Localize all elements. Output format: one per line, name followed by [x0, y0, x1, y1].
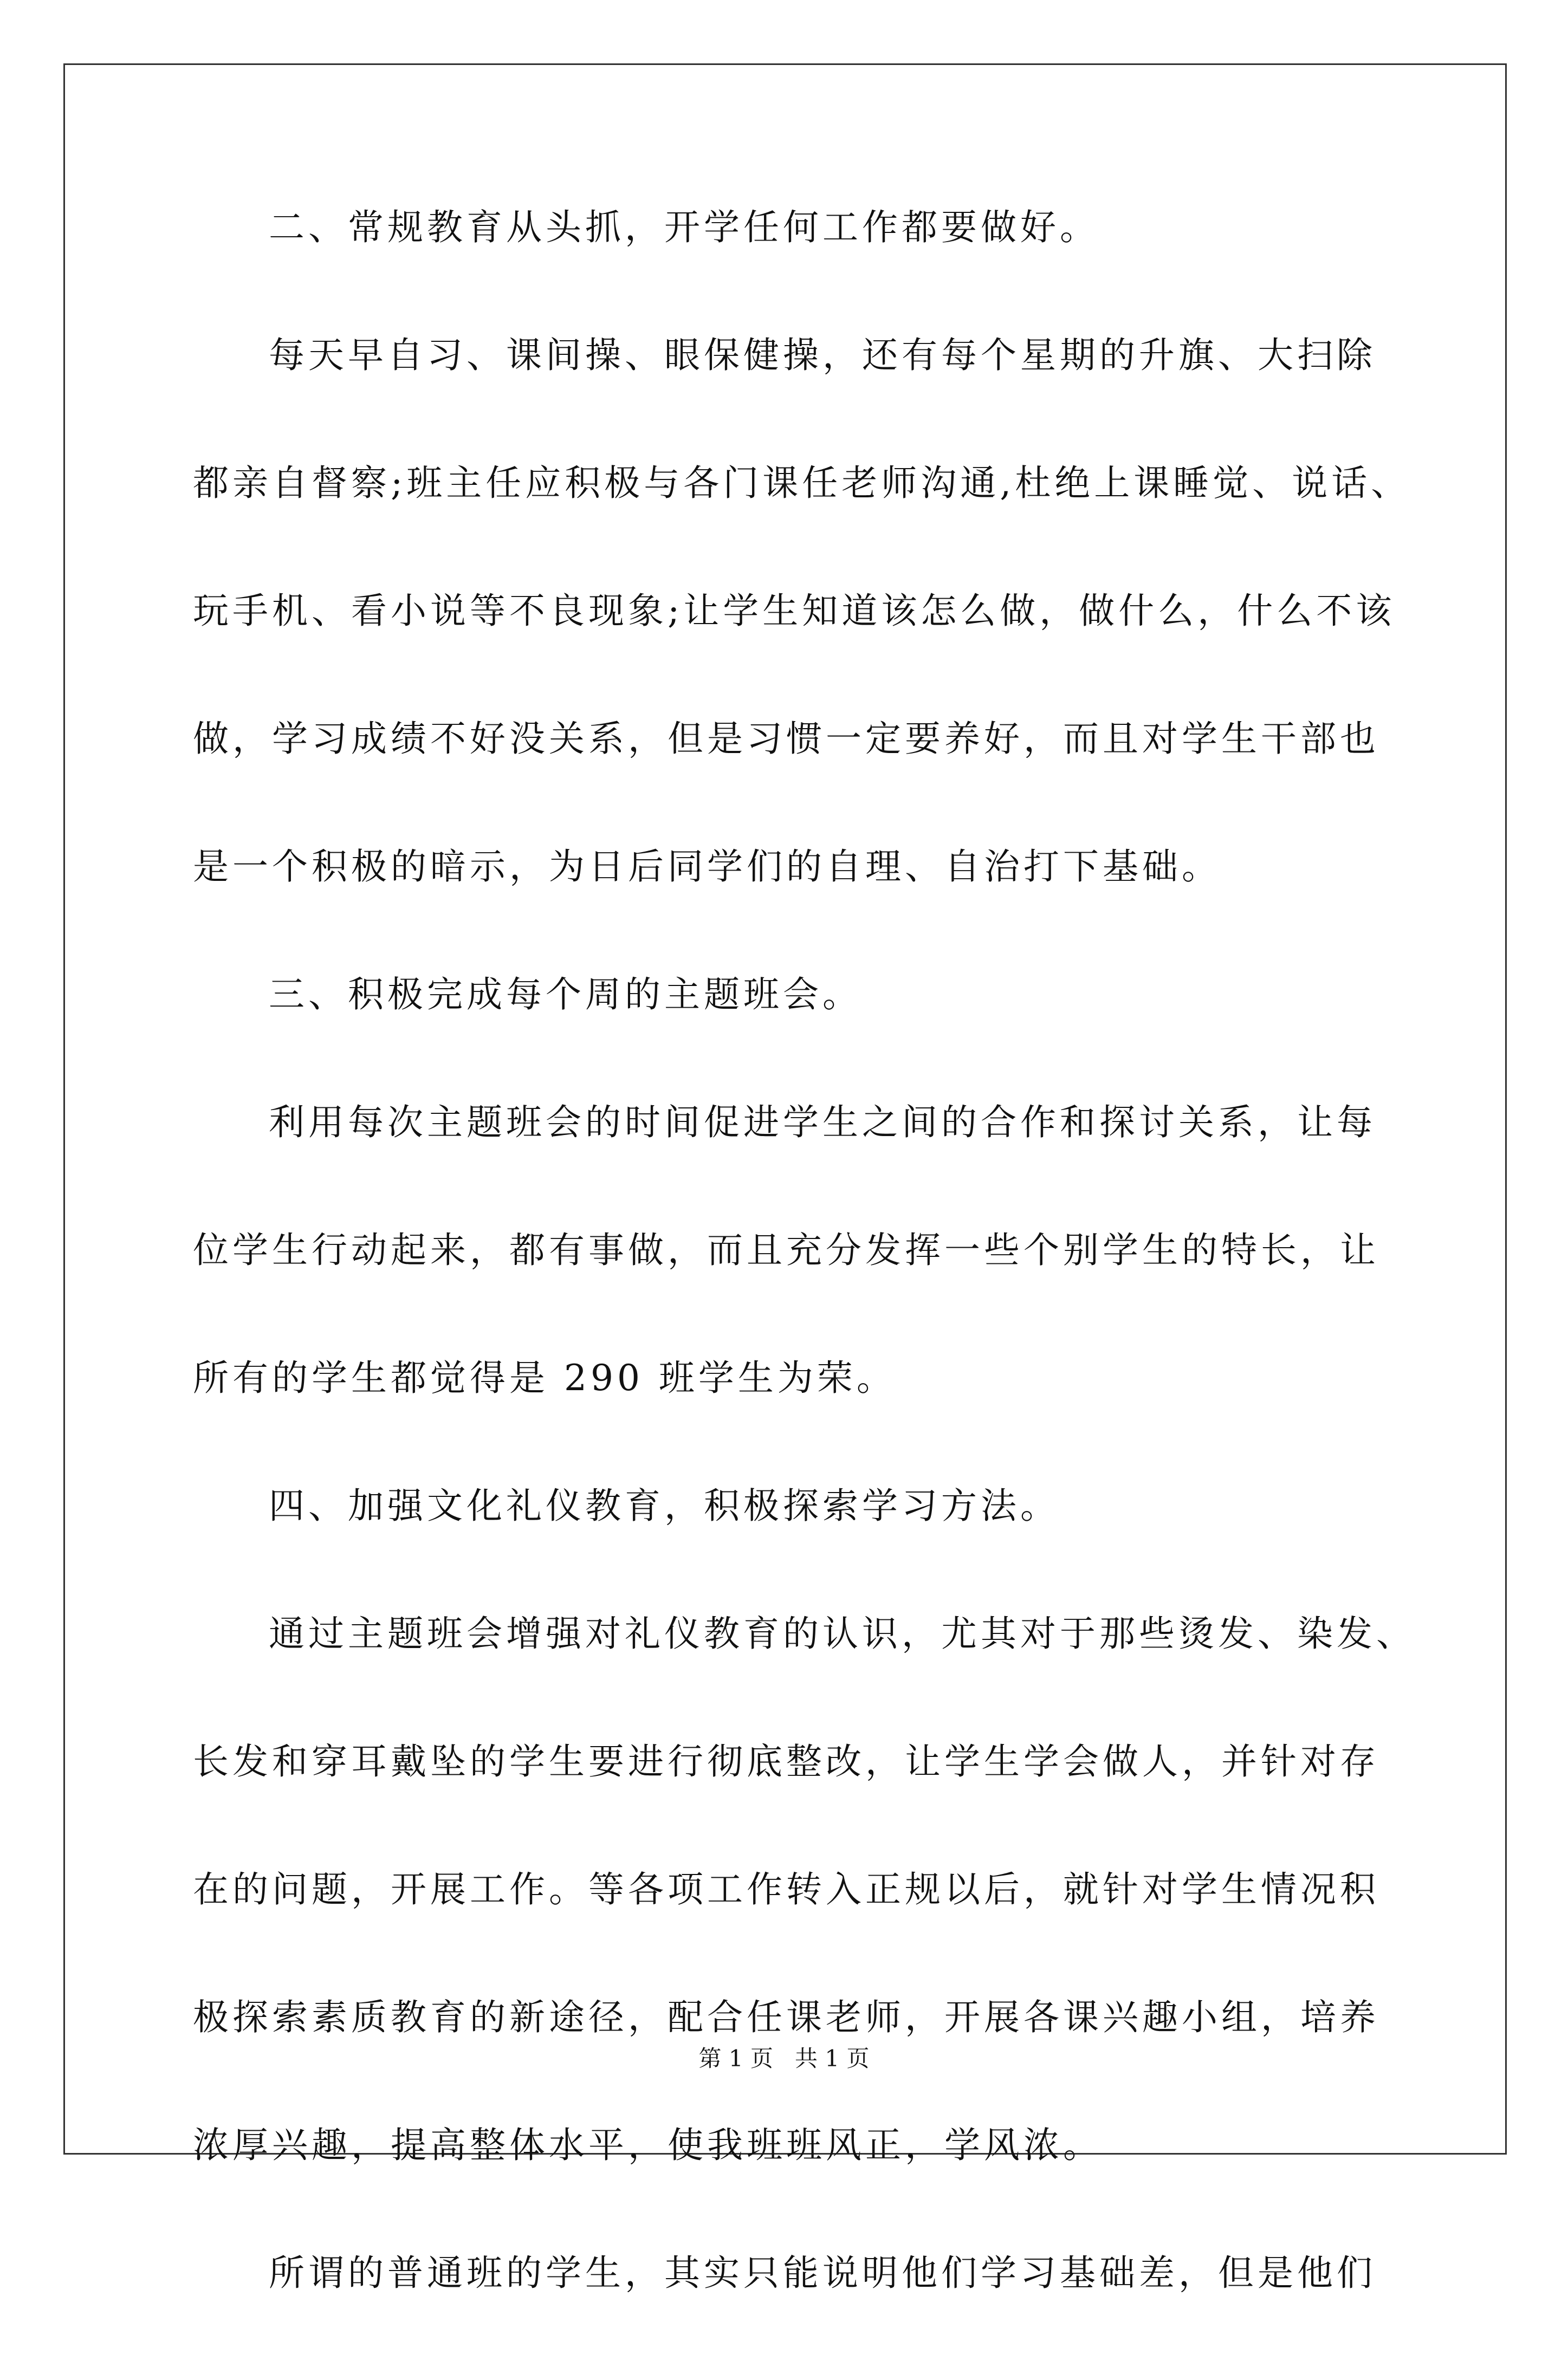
- text-line: 利用每次主题班会的时间促进学生之间的合作和探讨关系，让每: [269, 1101, 1376, 1143]
- paragraph-heading-2: 二、常规教育从头抓，开学任何工作都要做好。: [269, 206, 1099, 248]
- page-number: 第 1 页 共 1 页: [698, 2045, 870, 2072]
- text-line: 是一个积极的暗示，为日后同学们的自理、自治打下基础。: [193, 846, 1221, 887]
- text-line: 位学生行动起来，都有事做，而且充分发挥一些个别学生的特长，让: [193, 1229, 1379, 1271]
- text-line: 所有的学生都觉得是 290 班学生为荣。: [193, 1357, 896, 1399]
- text-line: 在的问题，开展工作。等各项工作转入正规以后，就针对学生情况积: [193, 1869, 1379, 1910]
- text-line: 浓厚兴趣，提高整体水平，使我班班风正，学风浓。: [193, 2124, 1103, 2166]
- paragraph-heading-4: 四、加强文化礼仪教育，积极探索学习方法。: [269, 1485, 1060, 1527]
- paragraph-heading-3: 三、积极完成每个周的主题班会。: [269, 974, 862, 1015]
- text-line: 通过主题班会增强对礼仪教育的认识，尤其对于那些烫发、染发、: [269, 1613, 1416, 1655]
- text-line: 做，学习成绩不好没关系，但是习惯一定要养好，而且对学生干部也: [193, 718, 1379, 760]
- text-line: 玩手机、看小说等不良现象;让学生知道该怎么做，做什么，什么不该: [193, 590, 1396, 632]
- text-line: 每天早自习、课间操、眼保健操，还有每个星期的升旗、大扫除: [269, 334, 1376, 376]
- text-line: 极探索素质教育的新途径，配合任课老师，开展各课兴趣小组，培养: [193, 1996, 1379, 2038]
- text-line: 所谓的普通班的学生，其实只能说明他们学习基础差，但是他们: [269, 2252, 1376, 2294]
- text-line: 都亲自督察;班主任应积极与各门课任老师沟通,杜绝上课睡觉、说话、: [193, 462, 1411, 504]
- text-line: 长发和穿耳戴坠的学生要进行彻底整改，让学生学会做人，并针对存: [193, 1741, 1379, 1782]
